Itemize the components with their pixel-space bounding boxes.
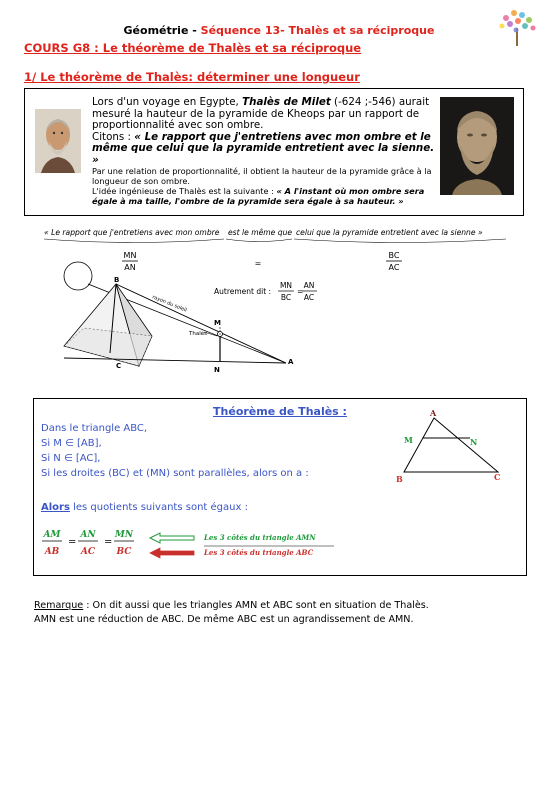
- tri-point-N: N: [470, 437, 478, 447]
- frac3-num: MN: [114, 530, 134, 540]
- page-header: [0, 24, 558, 37]
- diagram-equals: =: [254, 259, 262, 268]
- theorem-title-text: Théorème de Thalès :: [213, 405, 347, 418]
- hypothesis-line: Dans le triangle ABC,: [41, 423, 148, 434]
- thales-name: Thalès de Milet: [242, 96, 331, 108]
- arrow2-label: Les 3 côtés du triangle ABC: [204, 548, 314, 557]
- theorem-hypotheses: [41, 421, 309, 481]
- intro-paragraph: [92, 97, 438, 132]
- alors-rest: les quotients suivants sont égaux :: [69, 502, 248, 513]
- ratio1-den: AN: [124, 263, 136, 272]
- point-B: B: [114, 276, 120, 284]
- idea-quote: « A l'instant où mon ombre sera égale à ma taille, l'ombre de la pyramide sera égale à sa hauteur. »: [92, 186, 425, 206]
- tree-logo-icon: [488, 6, 546, 46]
- svg-text:=: =: [68, 537, 77, 548]
- frac1-num: AM: [43, 530, 61, 540]
- alors-word: Alors: [41, 502, 70, 513]
- idea-label: L'idée ingénieuse de Thalès est la suivante :: [92, 186, 277, 196]
- arrow1-label: Les 3 côtés du triangle AMN: [204, 533, 316, 542]
- thales-portrait-image: [35, 109, 81, 173]
- thales-label: Thalès: [189, 331, 207, 337]
- point-A: A: [288, 358, 294, 366]
- tri-point-A: A: [430, 408, 437, 418]
- ratio1-num: MN: [123, 251, 137, 260]
- ratio4-den: AC: [303, 293, 315, 302]
- ray-label: rayon du soleil: [151, 294, 188, 314]
- ratio2-num: BC: [388, 251, 400, 260]
- svg-text:=: =: [297, 287, 304, 296]
- header-sequence: Séquence 13- Thalès et sa réciproque: [200, 24, 435, 37]
- remark: [34, 599, 534, 627]
- remark-line1: [34, 599, 534, 613]
- tri-point-C: C: [494, 472, 501, 482]
- hypothesis-line: Si M ∈ [AB],: [41, 438, 102, 449]
- red-arrow-icon: [150, 548, 194, 558]
- green-arrow-icon: [150, 533, 194, 543]
- autrement-label: Autrement dit :: [214, 287, 272, 296]
- point-M: M: [214, 319, 221, 327]
- thales-quote: « Le rapport que j'entretiens avec mon ombre et le même que celui que la pyramide entretient avec la sienne. »: [92, 130, 435, 166]
- citons-label: Citons :: [92, 130, 135, 143]
- ratio4-num: AN: [303, 281, 315, 290]
- course-title: COURS G8 : Le théorème de Thalès et sa réciproque: [24, 41, 362, 55]
- point-C: C: [116, 362, 122, 370]
- remark-line1-text: : On dit aussi que les triangles AMN et ABC sont en situation de Thalès.: [83, 600, 429, 611]
- frac2-den: AC: [80, 547, 96, 557]
- thales-bust-image: [440, 97, 514, 195]
- diagram-quote-part3: celui que la pyramide entretient avec la sienne »: [296, 228, 483, 237]
- intro-line1-a: Lors d'un voyage en Egypte,: [92, 96, 243, 108]
- thales-formula: [38, 524, 338, 564]
- header-subject: Géométrie -: [123, 24, 201, 37]
- frac1-den: AB: [44, 547, 60, 557]
- diagram-quote-part2: est le même que: [228, 228, 293, 237]
- intro-idea: [92, 186, 438, 206]
- triangle-abc-figure: [390, 406, 510, 496]
- hypothesis-line: Si les droites (BC) et (MN) sont parallèles, alors on a :: [41, 468, 309, 479]
- intro-quote: [92, 132, 438, 167]
- tri-point-B: B: [396, 474, 403, 484]
- ratio3-num: MN: [279, 281, 293, 290]
- section-title: 1/ Le théorème de Thalès: déterminer une longueur: [24, 70, 360, 84]
- frac3-den: BC: [116, 547, 132, 557]
- sun-icon: [64, 262, 92, 290]
- diagram-quote-part1: « Le rapport que j'entretiens avec mon ombre: [44, 228, 220, 237]
- ratio3-den: BC: [280, 293, 292, 302]
- point-N: N: [214, 366, 220, 374]
- remark-line2: AMN est une réduction de ABC. De même ABC est un agrandissement de AMN.: [34, 614, 414, 625]
- ratio2-den: AC: [388, 263, 400, 272]
- tri-point-M: M: [404, 435, 413, 445]
- svg-text:=: =: [104, 537, 113, 548]
- intro-text: [92, 97, 438, 206]
- thales-pyramid-diagram: [44, 226, 514, 386]
- intro-line1-b: (-624 ;-546) aurait mesuré la hauteur de la pyramide de Kheops par un rapport de proportionnalité avec son ombre.: [92, 96, 430, 131]
- remark-label: Remarque: [34, 600, 84, 611]
- frac2-num: AN: [80, 530, 96, 540]
- hypothesis-line: Si N ∈ [AC],: [41, 453, 101, 464]
- theorem-conclusion: [41, 502, 248, 513]
- intro-relation: Par une relation de proportionnalité, il obtient la hauteur de la pyramide grâce à la longueur de son ombre.: [92, 166, 432, 186]
